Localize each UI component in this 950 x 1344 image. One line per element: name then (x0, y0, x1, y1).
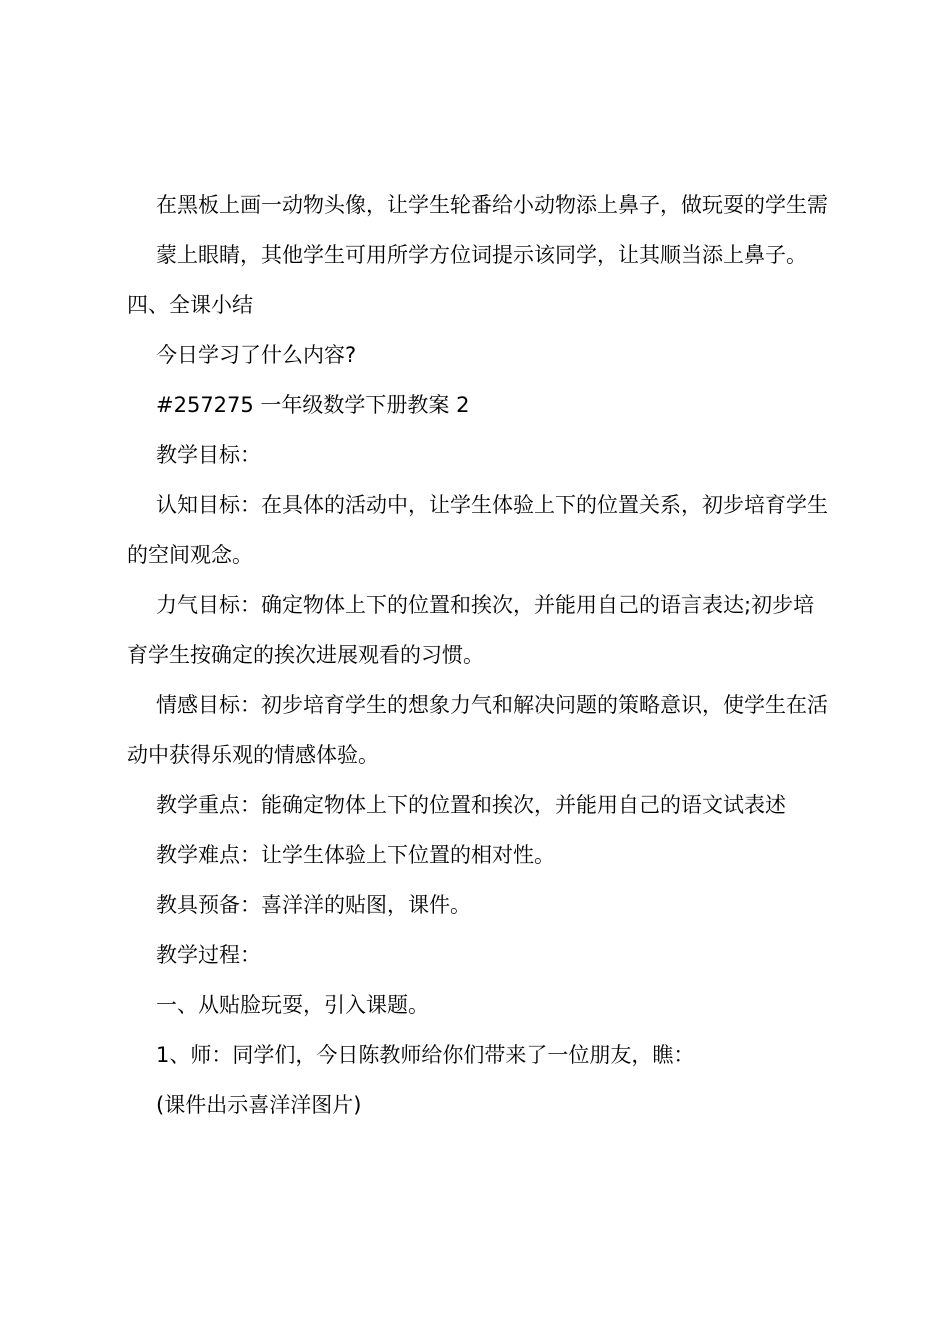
document-page (127, 180, 833, 1130)
paragraph-process: 教学过程： (156, 943, 261, 967)
paragraph-1: 在黑板上画一动物头像，让学生轮番给小动物添上鼻子，做玩耍的学生需 (156, 193, 828, 217)
paragraph-materials: 教具预备：喜洋洋的贴图，课件。 (156, 893, 471, 917)
paragraph-2: 蒙上眼睛，其他学生可用所学方位词提示该同学，让其顺当添上鼻子。四、全课小结 (127, 243, 807, 317)
paragraph-step-1: 一、从贴脸玩耍，引入课题。 (156, 993, 429, 1017)
paragraph-emotion-goal: 情感目标：初步培育学生的想象力气和解决问题的策略意识，使学生在活动中获得乐观的情感体验。 (127, 693, 828, 767)
paragraph-difficulty: 教学难点：让学生体验上下位置的相对性。 (156, 843, 555, 867)
document-heading: #257275 一年级数学下册教案 2 (156, 393, 470, 417)
paragraph-teaching-goals: 教学目标： (156, 443, 261, 467)
paragraph-cognitive-goal: 认知目标：在具体的活动中，让学生体验上下的位置关系，初步培育学生的空间观念。 (127, 493, 828, 567)
paragraph-3: 今日学习了什么内容? (156, 343, 357, 367)
paragraph-key-point: 教学重点：能确定物体上下的位置和挨次，并能用自己的语文试表述 (156, 793, 786, 817)
paragraph-ability-goal: 力气目标：确定物体上下的位置和挨次，并能用自己的语言表达;初步培育学生按确定的挨次进展观看的习惯。 (127, 593, 815, 667)
paragraph-courseware-note: (课件出示喜洋洋图片) (156, 1093, 362, 1117)
paragraph-step-1-1: 1、师：同学们，今日陈教师给你们带来了一位朋友，瞧： (156, 1043, 695, 1067)
